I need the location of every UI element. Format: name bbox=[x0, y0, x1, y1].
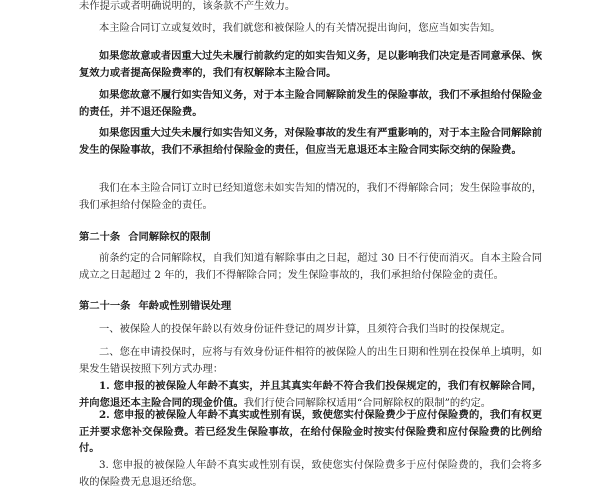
article-number: 第二十一条 bbox=[79, 300, 131, 312]
paragraph-rescission-right: 如果您故意或者因重大过失未履行前款约定的如实告知义务，足以影响我们决定是否同意承保、恢复效力或者提高保险费率的，我们有权解除本主险合同。 bbox=[79, 50, 542, 79]
section-heading-article-20 bbox=[79, 229, 211, 245]
paragraph-known-nondisclosure: 我们在本主险合同订立时已经知道您未如实告知的情况的，我们不得解除合同；发生保险事故的，我们承担给付保险金的责任。 bbox=[79, 182, 542, 211]
list-item-2: 2. 您申报的被保险人年龄不真实或性别有误，致使您实付保险费少于应付保险费的，我们有权更正并要求您补交保险费。若已经发生保险事故，在给付保险金时按实付保险费和应付保险费的比例给付。 bbox=[79, 409, 542, 455]
paragraph-continuation: 未作提示或者明确说明的，该条款不产生效力。 bbox=[79, 0, 296, 12]
article-title: 年龄或性别错误处理 bbox=[138, 300, 232, 312]
paragraph-gross-negligence: 如果您因重大过失未履行如实告知义务，对保险事故的发生有严重影响的，对于本主险合同解除前发生的保险事故，我们不承担给付保险金的责任，但应当无息退还本主险合同实际交纳的保险费。 bbox=[79, 127, 542, 156]
paragraph-age-calculation: 一、被保险人的投保年龄以有效身份证件登记的周岁计算，且须符合我们当时的投保规定。 bbox=[99, 323, 511, 335]
paragraph-intentional-nondisclosure: 如果您故意不履行如实告知义务，对于本主险合同解除前发生的保险事故，我们不承担给付保险金的责任，并不退还保险费。 bbox=[79, 89, 542, 118]
paragraph-application-details: 二、您在申请投保时，应将与有效身份证件相符的被保险人的出生日期和性别在投保单上填明，如果发生错误按照下列方式办理： bbox=[79, 346, 542, 375]
list-item-1-bold: 1. 您申报的被保险人年龄不真实，并且其真实年龄不符合我们投保规定的，我们有权解除合同，并向您退还本主险合同的现金价值。 bbox=[79, 380, 542, 409]
article-title: 合同解除权的限制 bbox=[128, 231, 211, 243]
list-item-3: 3. 您申报的被保险人年龄不真实或性别有误，致使您实付保险费多于应付保险费的，我们会将多收的保险费无息退还给您。 bbox=[79, 459, 542, 488]
list-item-1-normal: 我们行使合同解除权适用“合同解除权的限制”的约定。 bbox=[243, 396, 492, 409]
paragraph-disclosure-duty: 本主险合同订立或复效时，我们就您和被保险人的有关情况提出询问，您应当如实告知。 bbox=[99, 22, 501, 34]
paragraph-rescission-limit: 前条约定的合同解除权，自我们知道有解除事由之日起，超过 30 日不行使而消灭。自本主险合同成立之日起超过 2 年的，我们不得解除合同；发生保险事故的，我们承担给付保险金的责任。 bbox=[79, 252, 542, 281]
section-heading-article-21 bbox=[79, 298, 231, 314]
article-number: 第二十条 bbox=[79, 231, 121, 243]
